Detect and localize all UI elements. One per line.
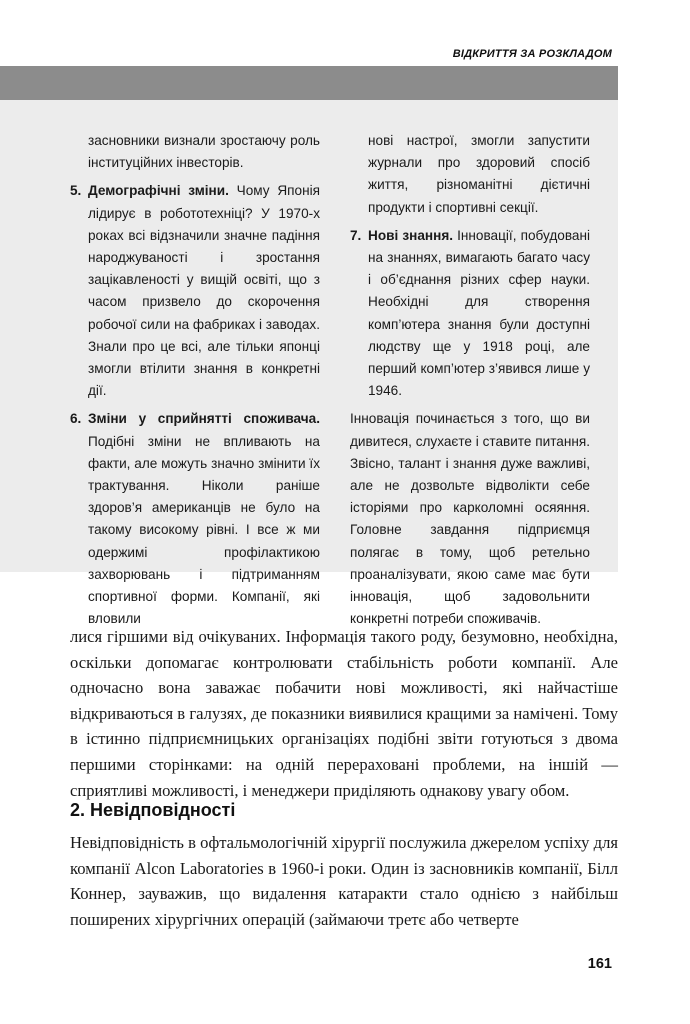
list-item-5 [70,180,320,402]
list-heading: Нові знання. [368,227,454,243]
sidebar-left-column [70,130,320,630]
section-heading: 2. Невідповідності [70,800,236,820]
sidebar-paragraph: Інновація починається з того, що ви дивитеся, слухаєте і ставите питання. Звісно, талант і знання дуже важливі, але не дозвольте відволікти себе історіями про карколомні осяяння. Головне завдання підприємця полягає в тому, щоб ретельно проаналізувати, якою саме має бути інновація, щоб задовольнити конкретні потреби споживачів. [350,411,590,627]
main-paragraph-1 [70,624,618,803]
right-continuation: нові настрої, змогли запустити журнали про здоровий спосіб життя, різноманітні дієтичні продукти і спортивні секції. [368,133,590,215]
list-number: 6. [70,411,82,427]
list-text: Інновації, побудовані на знаннях, вимагають багато часу і об’єднання різних сфер науки. Необхідні для створення комп’ютера знання були доступні людству ще у 1918 році, але перший комп’ютер з’явився лише у 1946. [368,227,590,399]
left-continuation: засновники визнали зростаючу роль інституційних інвесторів. [88,133,320,171]
list-heading: Демографічні зміни. [88,183,229,199]
running-head: ВІДКРИТТЯ ЗА РОЗКЛАДОМ [452,48,612,60]
list-text: Чому Японія лідирує в робототехніці? У 1970-х роках всі відзначили значне падіння народжуваності і зростання зацікавленості у вищій освіті, що з часом призвело до скорочення робочої сили на фабриках і заводах. Знали про це всі, але тільки японці змогли втілити знання в конкретні дії. [88,183,320,399]
page-number: 161 [587,956,612,972]
list-number: 5. [70,183,82,199]
list-item-7 [350,225,590,403]
sidebar-right-column [350,130,590,630]
list-item-6 [70,408,320,630]
header-bar [0,66,618,100]
paragraph-text: лися гіршими від очікуваних. Інформація такого роду, безумовно, необхідна, оскільки допомагає контролювати стабільність роботи компанії. Але одночасно вона заважає побачити нові можливості, які найчастіше відкриваються в галузях, де показники виявилися кращими за намічені. Тому в істинно підприємницьких організаціях подібні звіти готуються з двома першими сторінками: на одній перераховані проблеми, на іншій — сприятливі можливості, і менеджери приділяють однакову увагу обом. [70,627,618,800]
paragraph-text: Невідповідність в офтальмологічній хірургії послужила джерелом успіху для компанії Alcon Laboratories в 1960-і роки. Один із засновників компанії, Білл Коннер, зауважив, що видалення катаракти стало однією з найбільш поширених хірургічних операцій (займаючи третє або четверте [70,833,618,929]
list-number: 7. [350,227,362,243]
main-paragraph-2 [70,830,618,932]
list-heading: Зміни у сприйнятті споживача. [88,411,320,427]
list-text: Подібні зміни не впливають на факти, але можуть значно змінити їх трактування. Ніколи раніше здоров’я американців не було на такому високому рівні. І все ж ми одержимі профілактикою захворювань і підтриманням спортивної форми. Компанії, які вловили [88,433,320,627]
